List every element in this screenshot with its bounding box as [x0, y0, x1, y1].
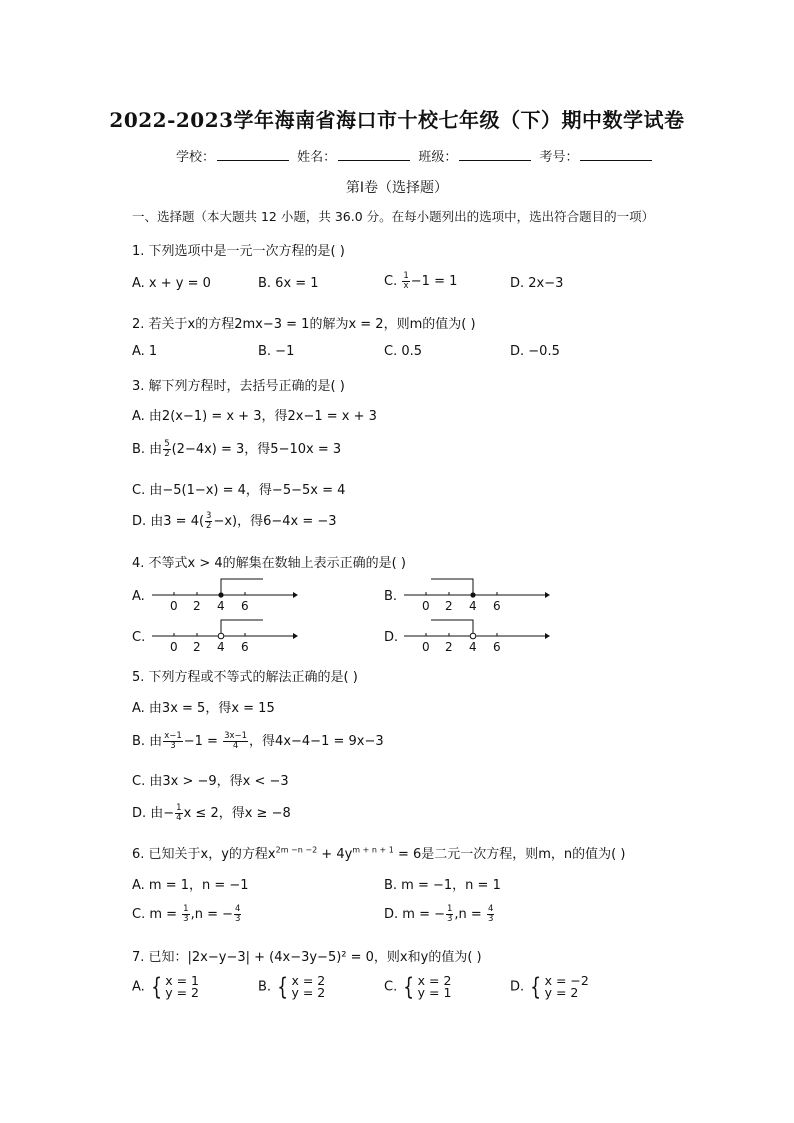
question-3-stem: 3. 解下列方程时，去括号正确的是( ): [132, 379, 345, 394]
q6-d-middle: ,n =: [454, 907, 486, 922]
q7-option-d[interactable]: [510, 975, 589, 999]
q1-option-a[interactable]: A. x + y = 0: [132, 276, 211, 291]
q3-b-suffix: (2−4x) = 3，得5−10x = 3: [171, 442, 342, 457]
section-heading: 一、选择题（本大题共 12 小题，共 36.0 分。在每小题列出的选项中，选出符合题目的一项）: [132, 209, 655, 224]
q7-option-c[interactable]: [384, 975, 451, 999]
q4-option-a[interactable]: A.: [132, 589, 145, 604]
tick-label: 2: [193, 599, 201, 613]
q6-c-fraction-2: $\frac{4}{3}$: [235, 904, 241, 924]
brace-icon: {: [530, 973, 542, 1001]
q1-c-rest: −1 = 1: [410, 274, 458, 289]
closed-dot: [218, 592, 223, 597]
tick-label: 2: [445, 640, 453, 654]
q4-option-b[interactable]: B.: [384, 589, 398, 604]
q4-number-line-d: [402, 617, 552, 653]
q6-exponent-2: m + n + 1: [352, 845, 394, 855]
question-1-stem: 1. 下列选项中是一元一次方程的是( ): [132, 244, 345, 259]
student-info-line: [176, 146, 656, 165]
q1-c-fraction: $\frac{1}{x}$: [403, 271, 409, 291]
q5-b-prefix: B. 由: [132, 734, 163, 749]
q6-exponent-1: 2m −n −2: [275, 845, 318, 855]
school-blank[interactable]: [217, 148, 289, 161]
brace-icon: {: [403, 973, 415, 1001]
q3-b-prefix: B. 由: [132, 442, 163, 457]
tick-label: 0: [422, 599, 430, 613]
q6-c-prefix: C. m =: [132, 907, 182, 922]
class-label: 班级：: [418, 150, 458, 165]
q6-d-prefix: D. m = −: [384, 907, 445, 922]
q7-b-system: x = 2 y = 2: [291, 973, 326, 1000]
q2-option-b[interactable]: B. −1: [258, 344, 295, 359]
q7-d-label: D.: [510, 979, 525, 995]
q4-option-d[interactable]: D.: [384, 630, 399, 645]
q1-option-c[interactable]: [384, 272, 457, 291]
q5-b-fraction-2: $\frac{3x-1}{4}$: [224, 731, 248, 751]
q6-stem-middle: + 4y: [317, 847, 353, 862]
q5-option-c[interactable]: C. 由3x > −9，得x < −3: [132, 774, 289, 789]
q5-option-b[interactable]: [132, 730, 384, 751]
q4-option-c[interactable]: C.: [132, 630, 146, 645]
question-7-stem: 7. 已知：|2x−y−3| + (4x−3y−5)² = 0，则x和y的值为( ): [132, 950, 482, 965]
tick-label: 4: [469, 599, 477, 613]
q1-option-b[interactable]: B. 6x = 1: [258, 276, 319, 291]
question-6-stem: [132, 843, 625, 862]
q4-number-line-b: [402, 576, 552, 612]
school-label: 学校：: [176, 150, 216, 165]
q5-option-d[interactable]: [132, 802, 291, 823]
q7-b-label: B.: [258, 979, 272, 995]
brace-icon: {: [277, 973, 289, 1001]
q7-a-system: x = 1 y = 2: [165, 973, 199, 1000]
q6-stem-prefix: 6. 已知关于x，y的方程x: [132, 847, 276, 862]
q5-option-a[interactable]: A. 由3x = 5，得x = 15: [132, 701, 275, 716]
tick-label: 2: [193, 640, 201, 654]
q3-d-fraction: $\frac{3}{2}$: [206, 511, 212, 531]
closed-dot: [470, 592, 475, 597]
tick-label: 0: [422, 640, 430, 654]
name-label: 姓名：: [297, 150, 337, 165]
open-dot: [470, 633, 476, 639]
tick-label: 4: [217, 640, 225, 654]
q2-option-d[interactable]: D. −0.5: [510, 344, 560, 359]
tick-label: 6: [493, 599, 501, 613]
tick-label: 0: [170, 599, 178, 613]
q1-option-d[interactable]: D. 2x−3: [510, 276, 564, 291]
q3-b-fraction: $\frac{5}{2}$: [164, 439, 170, 459]
q4-number-line-c: [150, 617, 300, 653]
q3-option-a[interactable]: A. 由2(x−1) = x + 3，得2x−1 = x + 3: [132, 409, 377, 424]
open-dot: [218, 633, 224, 639]
examno-label: 考号：: [539, 150, 579, 165]
q2-option-a[interactable]: A. 1: [132, 344, 158, 359]
tick-label: 2: [445, 599, 453, 613]
q3-d-prefix: D. 由3 = 4(: [132, 514, 205, 529]
question-4-stem: 4. 不等式x > 4的解集在数轴上表示正确的是( ): [132, 556, 406, 571]
q5-b-suffix: ，得4x−4−1 = 9x−3: [249, 734, 384, 749]
q6-option-b[interactable]: B. m = −1，n = 1: [384, 878, 501, 893]
q5-d-suffix: x ≤ 2，得x ≥ −8: [183, 806, 291, 821]
q5-b-fraction-1: $\frac{x-1}{3}$: [164, 731, 182, 751]
q6-option-c[interactable]: [132, 905, 242, 924]
q3-option-b[interactable]: [132, 438, 341, 459]
q3-option-d[interactable]: [132, 510, 337, 531]
name-blank[interactable]: [338, 148, 410, 161]
q6-c-middle: ,n = −: [190, 907, 234, 922]
question-2-stem: 2. 若关于x的方程2mx−3 = 1的解为x = 2，则m的值为( ): [132, 317, 476, 332]
tick-label: 4: [469, 640, 477, 654]
q5-b-middle: −1 =: [183, 734, 223, 749]
q4-number-line-a: [150, 576, 300, 612]
q6-option-d[interactable]: [384, 905, 495, 924]
q7-c-label: C.: [384, 979, 398, 995]
question-5-stem: 5. 下列方程或不等式的解法正确的是( ): [132, 670, 358, 685]
q6-option-a[interactable]: A. m = 1，n = −1: [132, 878, 249, 893]
tick-label: 6: [241, 640, 249, 654]
q1-c-label: C.: [384, 274, 398, 289]
q3-d-suffix: −x)，得6−4x = −3: [213, 514, 337, 529]
q7-option-b[interactable]: [258, 975, 325, 999]
q5-d-fraction: $\frac{1}{4}$: [176, 803, 182, 823]
volume-heading: 第Ⅰ卷（选择题）: [345, 180, 449, 196]
tick-label: 0: [170, 640, 178, 654]
q5-d-prefix: D. 由−: [132, 806, 175, 821]
tick-label: 6: [493, 640, 501, 654]
q7-c-system: x = 2 y = 1: [417, 973, 452, 1000]
q7-a-label: A.: [132, 979, 145, 995]
q6-d-fraction-2: $\frac{4}{3}$: [487, 904, 494, 924]
q6-stem-suffix: = 6是二元一次方程，则m，n的值为( ): [393, 847, 626, 862]
q3-option-c[interactable]: C. 由−5(1−x) = 4，得−5−5x = 4: [132, 483, 346, 498]
class-blank[interactable]: [459, 148, 531, 161]
q7-d-system: x = −2 y = 2: [544, 973, 589, 1000]
q2-option-c[interactable]: C. 0.5: [384, 344, 423, 359]
tick-label: 4: [217, 599, 225, 613]
examno-blank[interactable]: [580, 148, 652, 161]
q6-c-fraction-1: $\frac{1}{3}$: [183, 904, 189, 924]
page-title: 2022-2023学年海南省海口市十校七年级（下）期中数学试卷: [109, 108, 685, 132]
q7-option-a[interactable]: [132, 975, 199, 999]
tick-label: 6: [241, 599, 249, 613]
q6-d-fraction-1: $\frac{1}{3}$: [447, 904, 453, 924]
brace-icon: {: [151, 973, 162, 1001]
